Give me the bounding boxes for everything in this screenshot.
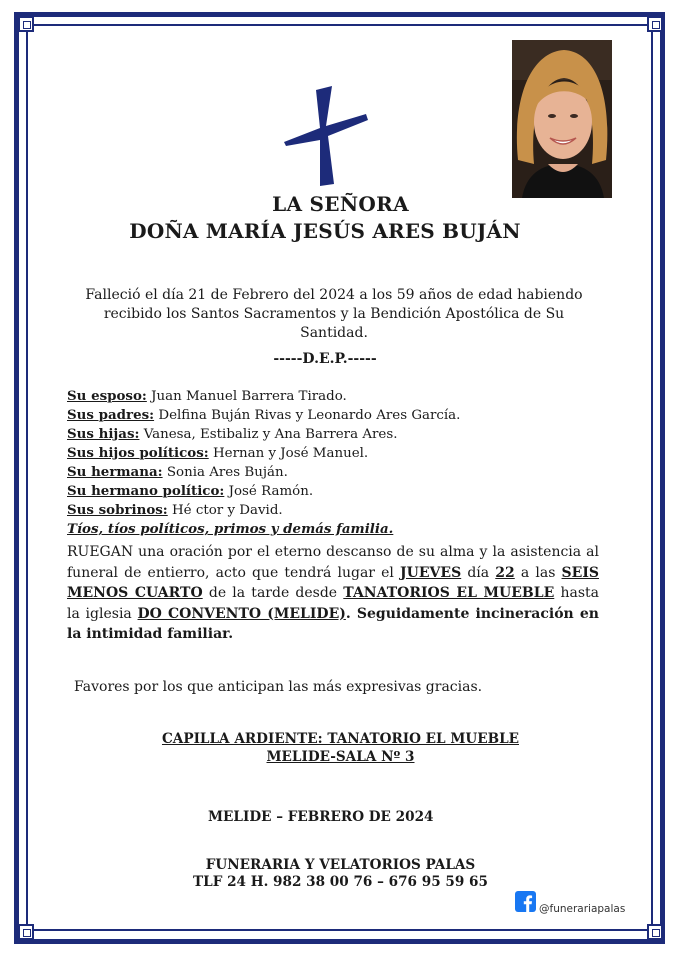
corner-ornament <box>647 924 663 940</box>
family-row <box>67 425 627 444</box>
funeral-text: a las <box>514 564 562 581</box>
family-value: Hernan y José Manuel. <box>208 446 369 461</box>
cross-icon <box>280 84 376 188</box>
family-row <box>67 387 627 406</box>
chapel-line: CAPILLA ARDIENTE: TANATORIO EL MUEBLE <box>161 731 519 747</box>
dep-line: -----D.E.P.----- <box>273 351 377 367</box>
portrait-photo <box>512 40 612 198</box>
family-value: Delfina Buján Rivas y Leonardo Ares García. <box>154 408 461 423</box>
heading-title: LA SEÑORA <box>272 192 409 216</box>
funeral-home-phone: TLF 24 H. 982 38 00 76 – 676 95 59 65 <box>193 874 488 890</box>
family-row <box>67 444 627 463</box>
funeral-place: TANATORIOS EL MUEBLE <box>343 585 555 601</box>
family-label: Su hermano político: <box>67 483 225 499</box>
funeral-text: . Seguidamente incineración en la intimidad familiar. <box>67 605 599 642</box>
chapel-info <box>0 730 681 766</box>
corner-ornament <box>18 924 34 940</box>
funeral-church: DO CONVENTO (MELIDE) <box>137 605 346 622</box>
family-value: Vanesa, Estibaliz y Ana Barrera Ares. <box>139 427 398 442</box>
family-row <box>67 482 627 501</box>
family-value: Sonia Ares Buján. <box>162 465 288 480</box>
family-label: Sus padres: <box>67 407 155 423</box>
family-label: Su esposo: <box>67 388 147 404</box>
deceased-name: DOÑA MARÍA JESÚS ARES BUJÁN <box>129 219 521 243</box>
family-row <box>67 501 627 520</box>
family-row <box>67 406 627 425</box>
funeral-details <box>67 542 599 645</box>
family-list <box>67 387 627 538</box>
family-label: Sus sobrinos: <box>67 502 168 518</box>
family-value: Juan Manuel Barrera Tirado. <box>146 389 347 404</box>
family-extended: Tíos, tíos políticos, primos y demás familia. <box>67 521 394 537</box>
corner-ornament <box>647 16 663 32</box>
funeral-text: hasta la iglesia <box>67 585 599 622</box>
funeral-date: 22 <box>495 564 515 581</box>
funeral-text: día <box>461 564 496 581</box>
family-row <box>67 463 627 482</box>
funeral-day: JUEVES <box>400 564 462 581</box>
funeral-text: de la tarde desde <box>202 585 344 601</box>
thanks-text: Favores por los que anticipan las más expresivas gracias. <box>74 679 483 695</box>
family-value: José Ramón. <box>224 484 314 499</box>
chapel-room: MELIDE-SALA Nº 3 <box>266 749 415 765</box>
family-value: Hé ctor y David. <box>167 503 283 518</box>
facebook-icon[interactable] <box>515 891 536 912</box>
family-label: Sus hijas: <box>67 426 140 442</box>
place-date: MELIDE – FEBRERO DE 2024 <box>208 809 434 825</box>
funeral-time: SEIS MENOS CUARTO <box>67 564 599 601</box>
funeral-text: RUEGAN una oración por el eterno descanso de su alma y la asistencia al funeral de entierro, acto que tendrá lugar el <box>67 544 599 581</box>
social-handle[interactable]: @funerariapalas <box>539 903 626 915</box>
death-notice-text: Falleció el día 21 de Febrero del 2024 a los 59 años de edad habiendo recibido los Santos Sacramentos y la Bendición Apostólica de Su Santidad. <box>85 287 583 341</box>
family-label: Sus hijos políticos: <box>67 445 209 461</box>
corner-ornament <box>18 16 34 32</box>
family-label: Su hermana: <box>67 464 163 480</box>
funeral-home-name: FUNERARIA Y VELATORIOS PALAS <box>205 857 476 873</box>
